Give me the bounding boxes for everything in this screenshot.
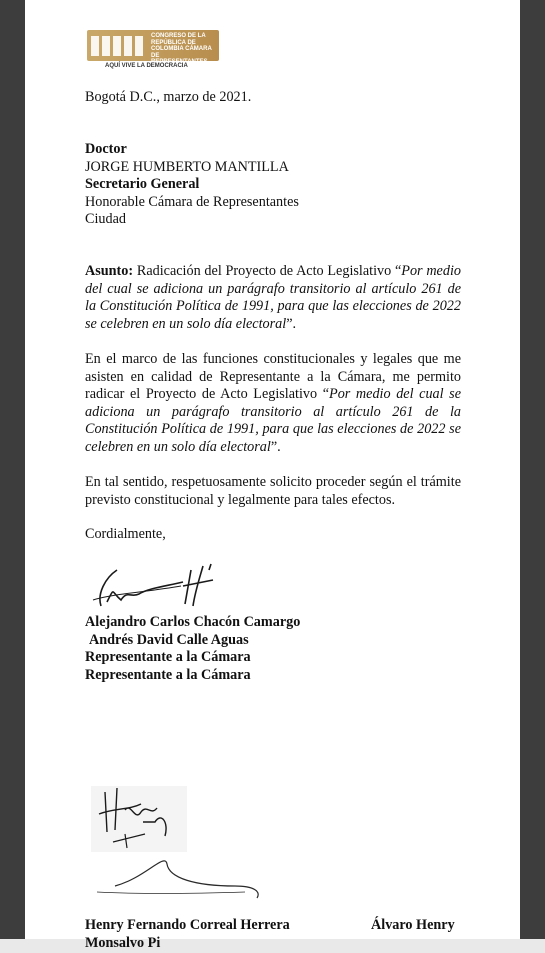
signer-name-3: Henry Fernando Correal Herrera: [85, 917, 290, 933]
recipient-institution: Honorable Cámara de Representantes: [85, 193, 299, 210]
handwritten-signature-1: [87, 556, 227, 612]
subject-label: Asunto:: [85, 263, 134, 279]
subject-title: Por medio del cual se adiciona un parágrafo transitorio al artículo 261 de la Constitución Política de 1991, para que las elecciones de 2022 se celebren en un solo día electoral: [85, 263, 461, 332]
body-paragraph-1: [85, 351, 461, 457]
recipient-salutation: Doctor: [85, 141, 127, 157]
handwritten-signature-2: [85, 782, 265, 902]
signers-block-1: [85, 614, 461, 684]
signer-name-3-continued: Monsalvo Pi: [85, 935, 161, 951]
body-p1-closing: ”.: [270, 438, 281, 455]
logo-emblem-icon: [91, 36, 147, 56]
document-page: [25, 0, 520, 951]
signer-role-2: Representante a la Cámara: [85, 666, 251, 683]
body-p1-text: En el marco de las funciones constitucionales y legales que me asisten en calidad de Representante a la Cámara, me permito radicar el Proyecto de Acto Legislativo “: [85, 351, 461, 403]
viewer-frame-left: [0, 0, 25, 939]
recipient-city: Ciudad: [85, 211, 126, 228]
recipient-title: Secretario General: [85, 176, 200, 193]
signer-name-4: Álvaro Henry: [371, 917, 455, 933]
signer-role-1: Representante a la Cámara: [85, 649, 251, 666]
signer-name-1: Alejandro Carlos Chacón Camargo: [85, 614, 301, 630]
recipient-name: JORGE HUMBERTO MANTILLA: [85, 158, 289, 175]
logo-tagline: AQUÍ VIVE LA DEMOCRACIA: [105, 63, 188, 69]
signer-name-2: Andrés David Calle Aguas: [89, 631, 249, 648]
viewer-frame-right: [520, 0, 545, 939]
subject-closing: ”.: [286, 315, 297, 332]
subject-intro: Radicación del Proyecto de Acto Legislativo “: [136, 263, 402, 279]
body-paragraph-2: En tal sentido, respetuosamente solicito proceder según el trámite previsto constitucional y legalmente para tales efectos.: [85, 474, 461, 508]
subject-paragraph: [85, 263, 461, 333]
logo-badge: [87, 30, 219, 65]
body-p1-title: Por medio del cual se adiciona un parágrafo transitorio al artículo 261 de la Constitución Política de 1991, para que las elecciones de 2022 se celebren en un solo día electoral: [85, 386, 461, 455]
logo-name: CONGRESO DE LA REPÚBLICA DE COLOMBIA CÁMARA DE REPRESENTANTES: [151, 33, 212, 65]
recipient-block: [85, 141, 461, 229]
place-date: Bogotá D.C., marzo de 2021.: [85, 89, 252, 105]
congress-logo: [87, 30, 222, 72]
closing: Cordialmente,: [85, 526, 166, 542]
